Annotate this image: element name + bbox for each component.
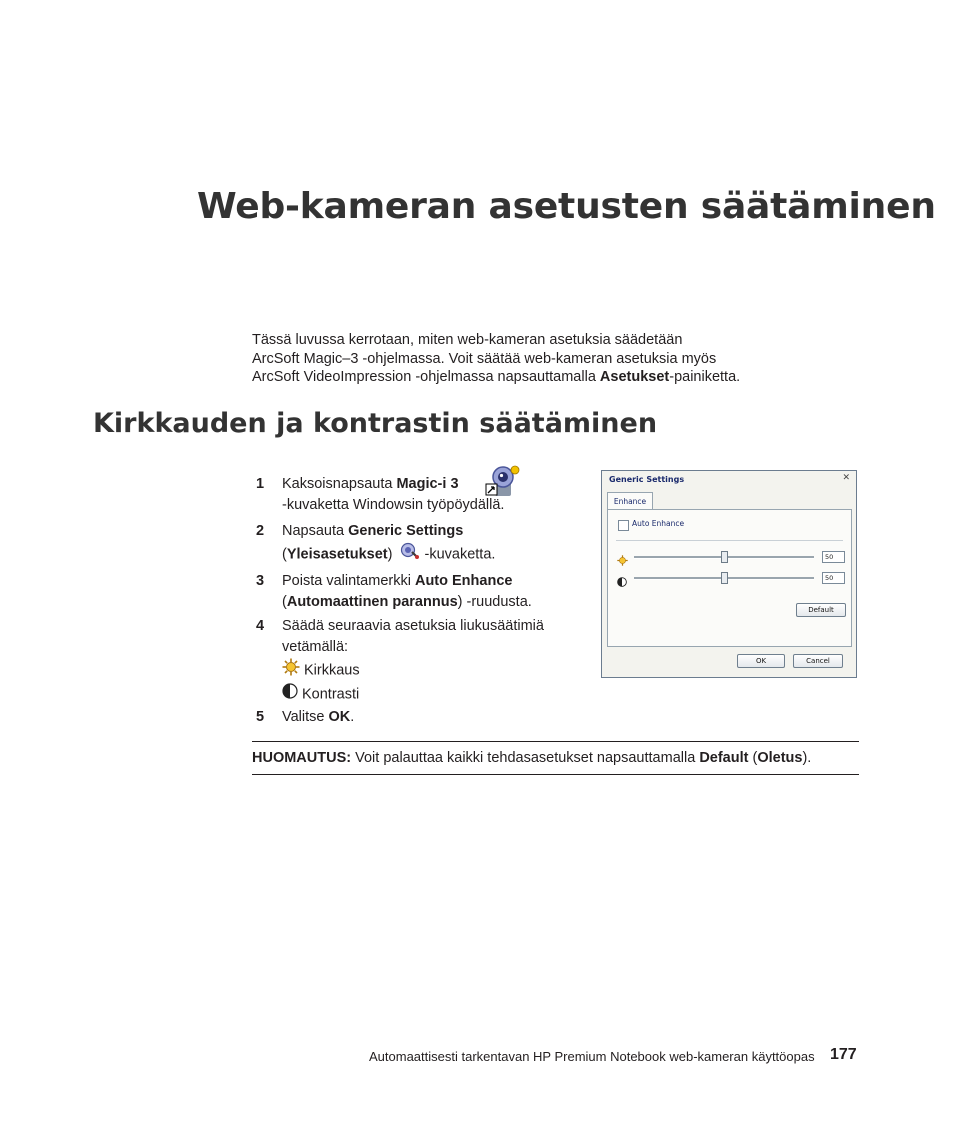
step-text-a: Kaksoisnapsauta: [282, 476, 397, 492]
page-number: 177: [830, 1046, 857, 1063]
page-title: Web-kameran asetusten säätäminen: [197, 186, 936, 227]
default-button[interactable]: Default: [796, 603, 846, 617]
dialog-title: Generic Settings: [609, 475, 685, 484]
step-bold-2: Yleisasetukset: [286, 546, 388, 563]
step-number: 3: [256, 573, 265, 589]
step-bold: Magic-i 3: [396, 476, 459, 492]
step-text: [282, 474, 602, 516]
contrast-icon: [617, 572, 627, 591]
step-bold: OK: [328, 709, 351, 725]
intro-line-2: ArcSoft Magic–3 -ohjelmassa. Voit säätää web-kameran asetuksia myös: [252, 350, 717, 367]
brightness-icon: [617, 551, 628, 570]
footer-text: Automaattisesti tarkentavan HP Premium Notebook web-kameran käyttöopas: [369, 1049, 815, 1064]
cancel-button[interactable]: Cancel: [793, 654, 843, 668]
step-paren-open: (: [282, 546, 287, 563]
step-number: 2: [256, 523, 265, 539]
close-icon[interactable]: ✕: [842, 473, 850, 483]
step-text: [282, 521, 602, 567]
brightness-label: Kirkkaus: [304, 662, 360, 679]
step-text-a: Napsauta: [282, 523, 349, 539]
intro-paragraph: [252, 331, 812, 387]
note-bold-oletus: Oletus: [757, 750, 803, 766]
step-bold: Auto Enhance: [414, 573, 513, 589]
step-text: [282, 571, 602, 613]
note-bold-default: Default: [699, 750, 749, 766]
contrast-label: Kontrasti: [302, 686, 360, 703]
divider: [616, 540, 843, 541]
tab-enhance[interactable]: Enhance: [607, 492, 653, 510]
step-text-c: .: [350, 709, 355, 725]
note-mid: (: [748, 750, 758, 766]
step-text: [282, 616, 602, 706]
section-title: Kirkkauden ja kontrastin säätäminen: [93, 408, 658, 439]
intro-line-3-end: -painiketta.: [669, 369, 741, 385]
step-text-c: -kuvaketta Windowsin työpöydällä.: [282, 497, 505, 513]
enhance-panel: [607, 509, 852, 647]
step-bold: Generic Settings: [348, 523, 464, 539]
step-text-b: vetämällä:: [282, 639, 349, 655]
generic-settings-dialog: [601, 470, 857, 678]
brightness-icon: [282, 658, 300, 683]
step-text-a: Poista valintamerkki: [282, 573, 415, 589]
magic-i-webcam-icon: [485, 464, 521, 507]
step-number: 1: [256, 476, 265, 492]
note-box: [252, 741, 859, 775]
note-label: HUOMAUTUS:: [252, 750, 352, 766]
intro-line-1: Tässä luvussa kerrotaan, miten web-kameran asetuksia säädetään: [252, 332, 683, 348]
note-end: ).: [802, 750, 812, 766]
note-text: Voit palauttaa kaikki tehdasasetukset napsauttamalla: [351, 750, 700, 766]
step-text: [282, 707, 602, 728]
contrast-slider-thumb[interactable]: [721, 572, 728, 584]
step-paren-open: (: [282, 594, 287, 610]
contrast-value[interactable]: 50: [822, 572, 845, 584]
brightness-slider-thumb[interactable]: [721, 551, 728, 563]
contrast-icon: [282, 683, 298, 706]
step-bold-2: Automaattinen parannus: [286, 594, 458, 610]
step-number: 4: [256, 618, 265, 634]
step-text-a: Säädä seuraavia asetuksia liukusäätimiä: [282, 618, 544, 634]
intro-line-3: ArcSoft VideoImpression -ohjelmassa napsauttamalla: [252, 369, 600, 385]
step-text-f: -kuvaketta.: [424, 546, 496, 563]
step-paren-close: ): [387, 546, 393, 563]
step-text-a: Valitse: [282, 709, 329, 725]
ok-button[interactable]: OK: [737, 654, 785, 668]
generic-settings-icon: [400, 542, 420, 567]
intro-bold-settings: Asetukset: [599, 369, 670, 385]
auto-enhance-checkbox[interactable]: [618, 520, 629, 531]
step-number: 5: [256, 709, 265, 725]
brightness-value[interactable]: 50: [822, 551, 845, 563]
auto-enhance-label: Auto Enhance: [632, 519, 685, 528]
step-text-e: ) -ruudusta.: [457, 594, 532, 610]
